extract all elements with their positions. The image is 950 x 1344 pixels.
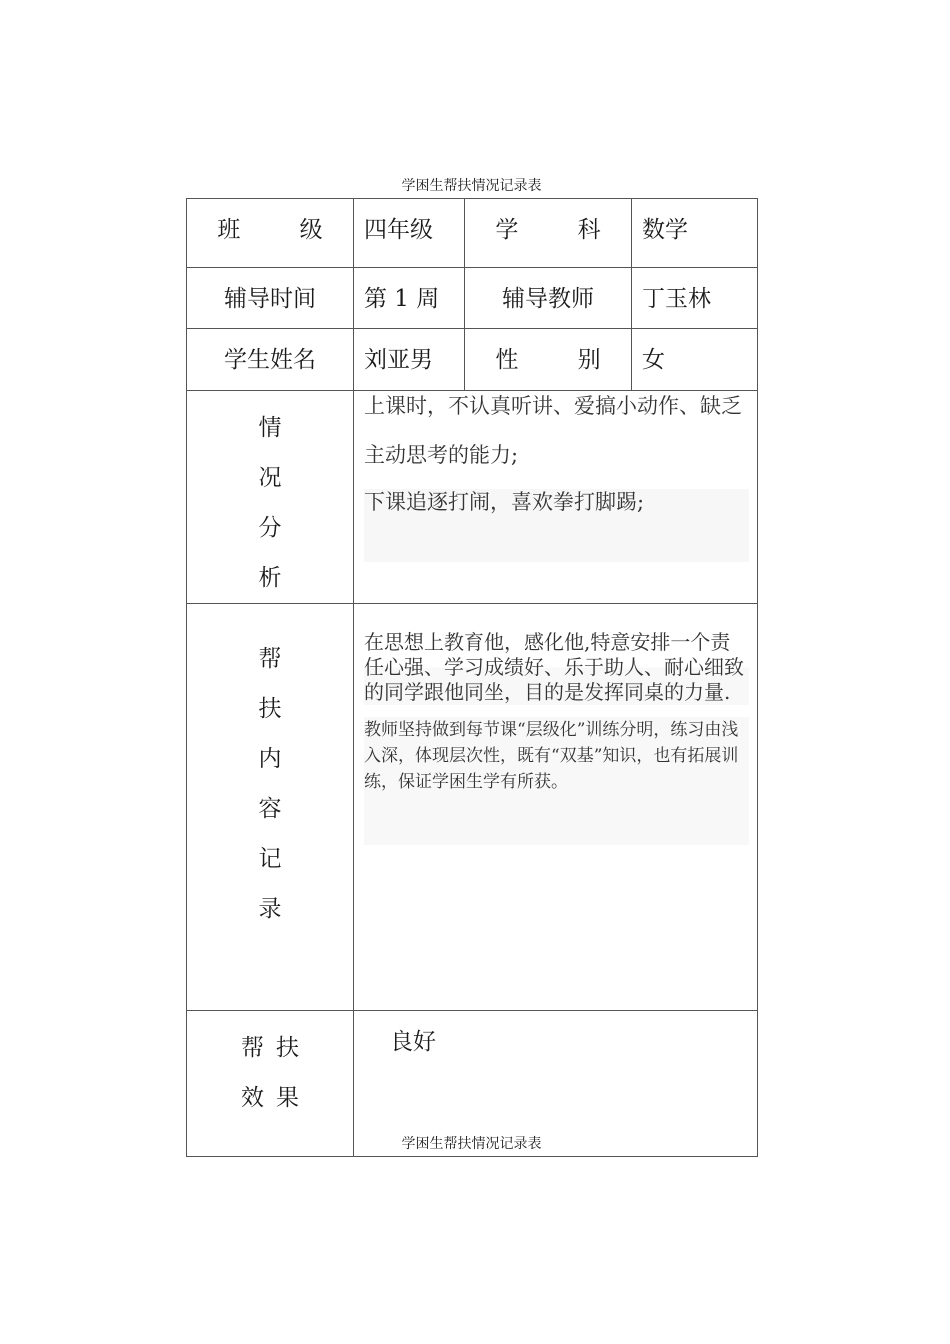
analysis-label-char: 情: [258, 415, 282, 441]
analysis-label-char: 况: [258, 465, 282, 491]
gender-label: 性 别: [495, 347, 627, 373]
row-student: [187, 329, 758, 391]
teacher-label: 辅导教师: [502, 286, 594, 312]
content-paragraph: 教师坚持做到每节课“层级化”训练分明，练习由浅入深，体现层次性，既有“双基”知识，也有拓展训练，保证学困生学有所获。: [364, 717, 749, 845]
content-label-char: 记: [258, 846, 282, 872]
class-label: 班 级: [217, 217, 349, 243]
subject-value-cell: [632, 199, 758, 268]
record-table: [186, 198, 758, 1157]
effect-value: 良好: [390, 1029, 436, 1055]
content-label-char: 录: [258, 896, 282, 922]
footer-title: 学困生帮扶情况记录表: [401, 1136, 542, 1152]
analysis-label-char: 析: [258, 565, 282, 591]
time-value-cell: [354, 268, 465, 329]
effect-label: [187, 1011, 353, 1123]
row-class: [187, 199, 758, 268]
effect-label-line: 效果: [241, 1085, 311, 1111]
student-value: 刘亚男: [364, 347, 433, 373]
content-text: [354, 604, 757, 845]
time-label-cell: [187, 268, 354, 329]
gender-value: 女: [642, 347, 665, 373]
time-label: 辅导时间: [224, 286, 316, 312]
class-value: 四年级: [364, 217, 433, 243]
row-time: [187, 268, 758, 329]
subject-label: 学 科: [495, 217, 627, 243]
teacher-value-cell: [632, 268, 758, 329]
content-label: [187, 604, 353, 934]
row-analysis: [187, 391, 758, 604]
gender-label-cell: [465, 329, 632, 391]
student-label-cell: [187, 329, 354, 391]
effect-label-line: 帮扶: [241, 1035, 311, 1061]
content-label-cell: [187, 604, 354, 1011]
teacher-label-cell: [465, 268, 632, 329]
analysis-label-char: 分: [258, 515, 282, 541]
class-value-cell: [354, 199, 465, 268]
form-title: 学困生帮扶情况记录表: [401, 178, 542, 194]
analysis-text: [354, 391, 757, 562]
subject-label-cell: [465, 199, 632, 268]
content-label-char: 容: [258, 796, 282, 822]
analysis-line: 主动思考的能力;: [364, 443, 519, 467]
gender-value-cell: [632, 329, 758, 391]
content-label-char: 帮: [258, 646, 282, 672]
class-label-cell: [187, 199, 354, 268]
analysis-label-cell: [187, 391, 354, 604]
content-paragraph: 在思想上教育他，感化他,特意安排一个责任心强、学习成绩好、乐于助人、耐心细致的同学跟他同坐，目的是发挥同桌的力量.: [364, 630, 749, 705]
teacher-value: 丁玉林: [642, 286, 711, 312]
time-value: 第 1 周: [364, 286, 440, 312]
student-label: 学生姓名: [224, 347, 316, 373]
student-value-cell: [354, 329, 465, 391]
analysis-line: 上课时，不认真听讲、爱搞小动作、缺乏: [364, 394, 742, 418]
subject-value: 数学: [642, 217, 688, 243]
content-label-char: 扶: [258, 696, 282, 722]
content-label-char: 内: [258, 746, 282, 772]
analysis-content-cell: [354, 391, 758, 604]
analysis-label: [187, 391, 353, 603]
row-content: [187, 604, 758, 1011]
analysis-line: 下课追逐打闹，喜欢拳打脚踢;: [364, 489, 749, 562]
content-text-cell: [354, 604, 758, 1011]
